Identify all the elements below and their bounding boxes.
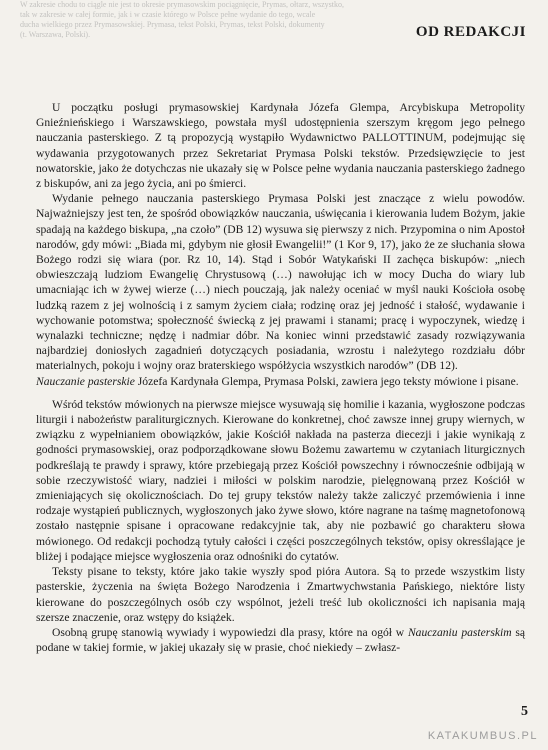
watermark: KATAKUMBUS.PL [427,730,538,742]
paragraph-intro: U początku posługi prymasowskiej Kardynała Józefa Glempa, Arcybiskupa Metropolity Gnieźnieńskiego i Warszawskiego, powstała myśl udostępnienia szerszym kręgom jego pełnego nauczania pasterskiego. Z tą propozycją wystąpiło Wydawnictwo PALLOTTINUM, podejmując się wydawania przygotowanych przez Sekretariat Prymasa Polski tekstów. Przedsięwzięcie to jest nowatorskie, jako że dotychczas nie ukazały się w Polsce pełne wydania nauczania pasterskiego żadnego z biskupów, ani za jego życia, ani po śmierci. [36,101,525,191]
paragraph-contents-text: Józefa Kardynała Glempa, Prymasa Polski, zawiera jego teksty mówione i pisane. [134,374,519,388]
article-body [36,100,525,655]
book-title-italic: Nauczanie pasterskie [36,374,135,388]
book-title-italic: Nauczaniu pasterskim [407,625,512,639]
paragraph-spoken-texts: Wśród tekstów mówionych na pierwsze miejsce wysuwają się homilie i kazania, wygłoszone podczas liturgii i nabożeństw paraliturgicznych. Kierowane do konkretnej, choć zawsze innej grupy wiernych, w związku z wypełnianiem obowiązków, jakie Kościół nakłada na pasterza diecezji i jakie wynikają z godności prymasowskiej, oraz podporządkowane słowu Bożemu zawartemu w czytaniach liturgicznych podkreślają te prawdy i sprawy, które przebiegają przez Kościół powszechny i równocześnie odbijają w sobie rzeczywistość wiary, nadziei i miłości w polskim narodzie, pielęgnowaną przez Kościół w zmieniających się okolicznościach. Do tej grupy tekstów należy także zaliczyć przemówienia i inne rodzaje wystąpień publicznych, wygłoszonych jako żywe słowo, które nagrane na taśmę magnetofonową zostało następnie spisane i opracowane redakcyjnie tak, aby nie pozbawić go charakteru słowa mówionego. Od redakcji pochodzą tytuły całości i części poszczególnych tekstów, opisy okresślające je bliżej i podające miejsce wygłoszenia oraz odnośniki do cytatów. [36,397,525,563]
bleed-line: tak w zakresie w całej formie, jak i w czasie którego w Polsce pełne wydanie do tego, wcale [20,10,316,19]
page-number: 5 [521,704,528,719]
paragraph-interviews-end: są podane w takiej formie, w jakiej ukazały się w prasie, choć niekiedy – zwłasz- [36,625,526,655]
paragraph-contents [36,374,525,389]
paragraph-significance: Wydanie pełnego nauczania pasterskiego Prymasa Polski jest znaczące z wielu powodów. Najważniejszy jest ten, że spośród obowiązków nauczania, uświęcania i kierowania ludem Bożym, jakie spadają na każdego biskupa, „na czoło” (DB 12) wysuwa się pierwszy z nich. Przypomina o nim Apostoł narodów, gdy mówi: „Biada mi, gdybym nie głosił Ewangelii!” (1 Kor 9, 17), jako że ze słuchania słowa Bożego rodzi się wiara (por. Rz 10, 14). Stąd i Sobór Watykański II zachęca biskupów: „niech obwieszczają ludziom Ewangelię Chrystusową (…) nawołując ich w mocy Ducha do wiary lub umacniając ich w żywej wierze (…) niech pouczają, jak należy oceniać w myśl nauki Kościoła osobę ludzką razem z jej wolnością i z samym życiem ciała; rodzinę oraz jej jedność i stałość, wydawanie i wychowanie potomstwa; społeczność świecką z jej prawami i stanami; pracę i wypoczynek, wiedzę i wynalazki techniczne; nędzę i nadmiar dóbr. Na koniec winni przedstawić zasady rozwiązywania najbardziej doniosłych zagadnień dotyczących posiadania, wzrostu i należytego rozdziału dóbr materialnych, pokoju i wojny oraz braterskiego współżycia wszystkich narodów” (DB 12). [36,192,525,373]
bleed-line: ducha wielkiego przez Prymasowskiej. Prymasa, tekst Polski, Prymas, tekst Polski, dokumenty [20,20,325,29]
paragraph-interviews [36,625,525,655]
paragraph-interviews-start: Osobną grupę stanowią wywiady i wypowiedzi dla prasy, które na ogół w [52,625,408,639]
section-title: OD REDAKCJI [415,24,526,40]
bleed-line: W zakresie chodu to ciągle nie jest to okresie prymasowskim pociągnięcie, Prymas, ołtarz, wszystko, [20,0,344,9]
bleed-line: (t. Warszawa, Polski). [20,30,91,39]
paragraph-written-texts: Teksty pisane to teksty, które jako takie wyszły spod pióra Autora. Są to przede wszystkim listy pasterskie, życzenia na święta Bożego Narodzenia i Zmartwychwstania Pańskiego, niektóre listy kierowane do poszczególnych osób czy wspólnot, jeżeli treść lub okoliczności ich napisania mają szersze znaczenie, oraz wstępy do książek. [36,565,525,624]
